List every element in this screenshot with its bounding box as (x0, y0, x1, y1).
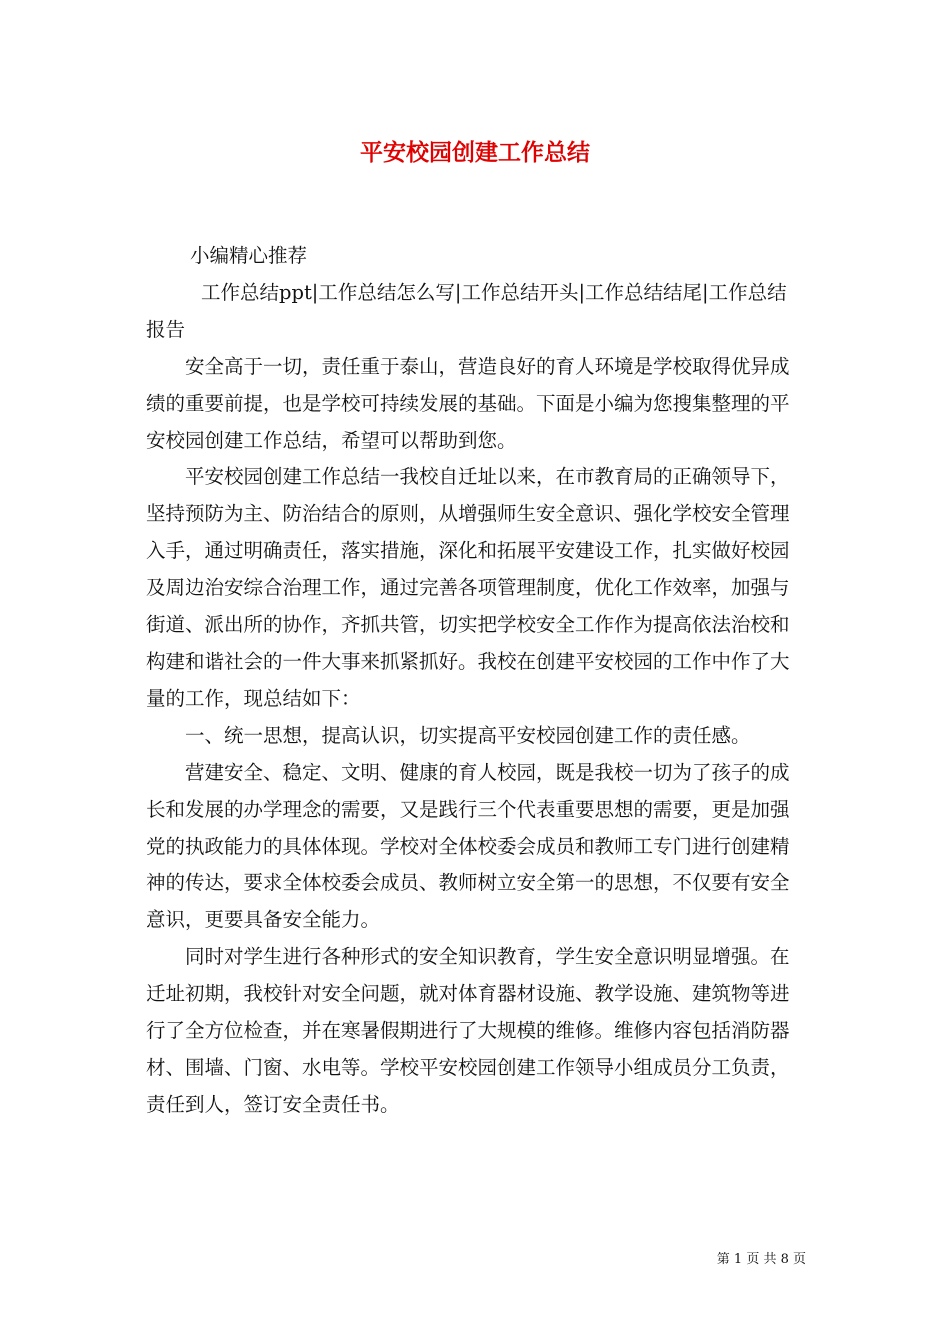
page-number: 第 1 页 共 8 页 (716, 1252, 806, 1267)
paragraph-intro: 安全高于一切，责任重于泰山，营造良好的育人环境是学校取得优异成绩的重要前提，也是学校可持续发展的基础。下面是小编为您搜集整理的平安校园创建工作总结，希望可以帮助到您。 (146, 354, 790, 452)
recommend-line: 小编精心推荐 (190, 244, 308, 267)
paragraph-education: 同时对学生进行各种形式的安全知识教育，学生安全意识明显增强。在迁址初期，我校针对安全问题，就对体育器材设施、教学设施、建筑物等进行了全方位检查，并在寒暑假期进行了大规模的维修。维修内容包括消防器材、围墙、门窗、水电等。学校平安校园创建工作领导小组成员分工负责，责任到人，签订安全责任书。 (146, 945, 790, 1116)
paragraph-campus: 营建安全、稳定、文明、健康的育人校园，既是我校一切为了孩子的成长和发展的办学理念的需要，又是践行三个代表重要思想的需要，更是加强党的执政能力的具体体现。学校对全体校委会成员和教师工专门进行创建精神的传达，要求全体校委会成员、教师树立安全第一的思想，不仅要有安全意识，更要具备安全能力。 (146, 760, 790, 932)
document-title: 平安校园创建工作总结 (360, 139, 590, 166)
section-heading-one: 一、统一思想，提高认识，切实提高平安校园创建工作的责任感。 (185, 723, 751, 747)
paragraph-summary-one: 平安校园创建工作总结一我校自迁址以来，在市教育局的正确领导下，坚持预防为主、防治结合的原则，从增强师生安全意识、强化学校安全管理入手，通过明确责任，落实措施，深化和拓展平安建设工作，扎实做好校园及周边治安综合治理工作，通过完善各项管理制度，优化工作效率，加强与街道、派出所的协作，齐抓共管，切实把学校安全工作作为提高依法治校和构建和谐社会的一件大事来抓紧抓好。我校在创建平安校园的工作中作了大量的工作，现总结如下： (146, 465, 790, 710)
related-links[interactable]: 工作总结ppt|工作总结怎么写|工作总结开头|工作总结结尾|工作总结报告 (146, 280, 787, 341)
document-body (146, 238, 806, 1124)
